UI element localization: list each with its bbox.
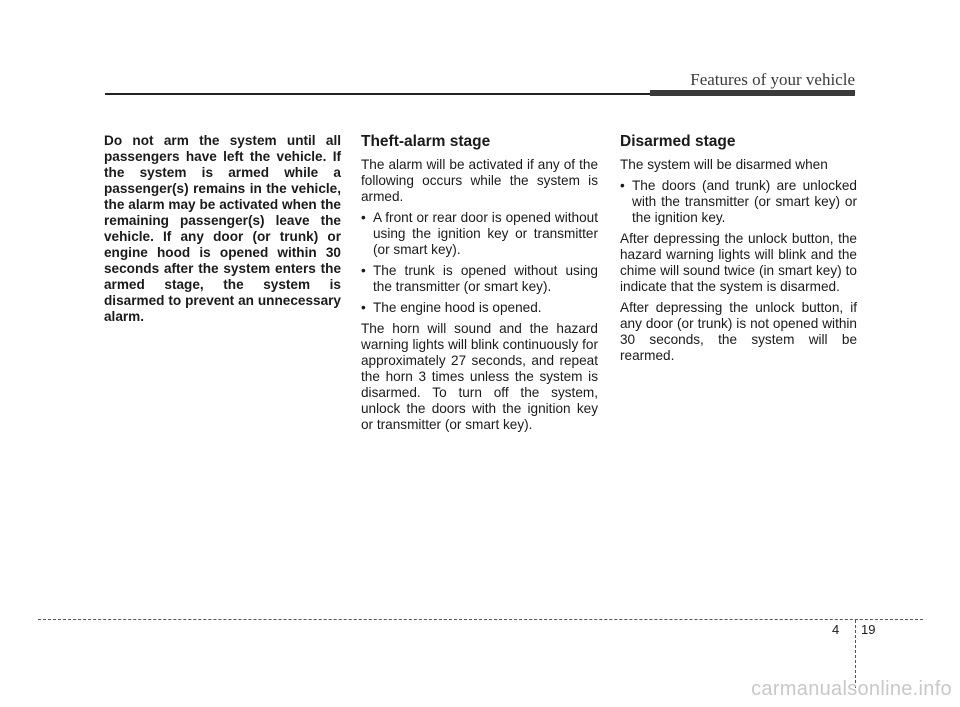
list-item-text: The trunk is opened without using the transmitter (or smart key).	[373, 263, 598, 294]
list-item	[361, 210, 598, 258]
theft-alarm-intro: The alarm will be activated if any of the following occurs while the system is armed.	[361, 157, 598, 204]
column-warning	[104, 133, 341, 325]
list-item	[361, 300, 598, 316]
header-rule	[105, 93, 655, 95]
disarmed-list	[620, 178, 857, 226]
theft-alarm-body: The horn will sound and the hazard warning lights will blink continuously for approximately 27 seconds, and repeat the horn 3 times unless the system is disarmed. To turn off the system, unlock the doors with the ignition key or transmitter (or smart key).	[361, 321, 598, 432]
disarmed-para-1: After depressing the unlock button, the hazard warning lights will blink and the chime will sound twice (in smart key) to indicate that the system is disarmed.	[620, 231, 857, 294]
section-header-title: Features of your vehicle	[690, 70, 855, 89]
list-item	[620, 178, 857, 226]
theft-alarm-list	[361, 210, 598, 316]
page-number: 19	[861, 622, 876, 637]
chapter-number: 4	[832, 622, 840, 637]
disarmed-para-2: After depressing the unlock button, if any door (or trunk) is not opened within 30 seconds, the system will be rearmed.	[620, 300, 857, 363]
list-item	[361, 263, 598, 295]
list-item-text: A front or rear door is opened without using the ignition key or transmitter (or smart key).	[373, 210, 598, 257]
list-item-text: The doors (and trunk) are unlocked with the transmitter (or smart key) or the ignition key.	[632, 178, 857, 225]
column-disarmed	[620, 133, 857, 369]
bullet-icon: •	[620, 178, 625, 193]
list-item-text: The engine hood is opened.	[373, 300, 542, 315]
bullet-icon: •	[361, 300, 366, 315]
bullet-icon: •	[361, 210, 366, 225]
header-bar	[650, 90, 855, 96]
footer-rule	[38, 619, 923, 620]
disarmed-intro: The system will be disarmed when	[620, 157, 828, 172]
column-theft-alarm	[361, 133, 598, 438]
theft-alarm-heading: Theft-alarm stage	[361, 133, 491, 150]
warning-text: Do not arm the system until all passengers have left the vehicle. If the system is armed while a passenger(s) remains in the vehicle, the alarm may be activated when the remaining passenger(s) leave the vehicle. If any door (or trunk) or engine hood is opened within 30 seconds after the system enters the armed stage, the system is disarmed to prevent an unnecessary alarm.	[104, 133, 341, 324]
watermark: carmanualsonline.info	[751, 678, 952, 700]
disarmed-heading: Disarmed stage	[620, 133, 736, 150]
bullet-icon: •	[361, 263, 366, 278]
